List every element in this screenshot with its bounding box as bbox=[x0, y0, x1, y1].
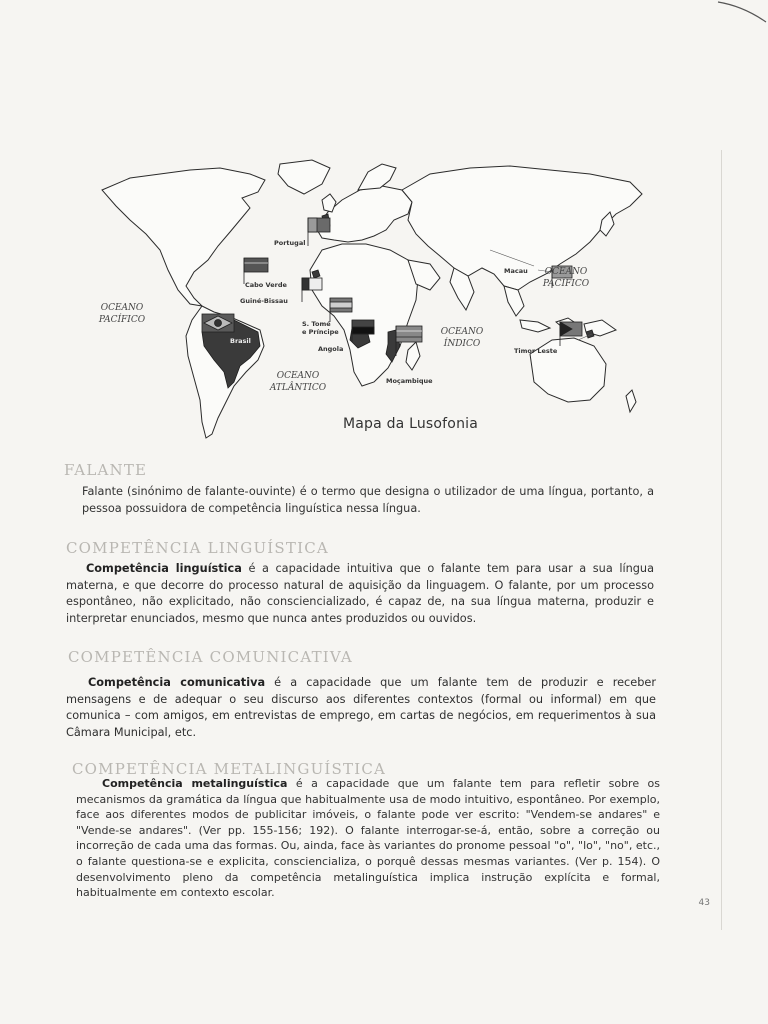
paragraph-competencia-comunicativa: Competência comunicativa é a capacidade que um falante tem de produzir e receber mensagens e de adequar o seu discurso aos diferentes contextos (formal ou informal) em que comunica – com amigos, em entrevistas de emprego, em cartas de negócios, em requerimentos à sua Câmara Municipal, etc. bbox=[66, 676, 656, 739]
label-cabo-verde: Cabo Verde bbox=[245, 281, 287, 289]
label-angola: Angola bbox=[318, 345, 344, 353]
heading-competencia-linguistica: COMPETÊNCIA LINGUÍSTICA bbox=[66, 539, 329, 557]
paragraph-falante: Falante (sinónimo de falante-ouvinte) é o termo que designa o utilizador de uma língua, portanto, a pessoa possuidora de competência linguística nessa língua. bbox=[82, 485, 654, 515]
page-fold-corner bbox=[708, 0, 768, 40]
label-s-tome: S. Tomé bbox=[302, 320, 331, 328]
label-principe: e Príncipe bbox=[302, 328, 339, 336]
heading-competencia-comunicativa: COMPETÊNCIA COMUNICATIVA bbox=[68, 648, 353, 666]
label-brasil: Brasil bbox=[230, 337, 251, 345]
term-competencia-metalinguistica: Competência metalinguística bbox=[102, 777, 288, 790]
label-mocambique: Moçambique bbox=[386, 377, 433, 385]
lusofonia-map bbox=[90, 150, 650, 450]
paragraph-competencia-linguistica: Competência linguística é a capacidade intuitiva que o falante tem para usar a sua língua materna, e que decorre do processo natural de aquisição da linguagem. O falante, por um processo espontâneo, não explicitado, não consciencializado, é capaz de, na sua língua materna, produzir e interpretar enunciados, mesmo que nunca antes produzidos ou ouvidos. bbox=[66, 562, 655, 625]
world-map-outline bbox=[90, 150, 650, 450]
label-macau: Macau bbox=[504, 267, 528, 275]
label-ocean-indian: OCEANO ÍNDICO bbox=[440, 327, 484, 349]
map-title: Mapa da Lusofonia bbox=[343, 416, 479, 432]
term-competencia-comunicativa: Competência comunicativa bbox=[88, 676, 266, 689]
label-portugal: Portugal bbox=[274, 239, 306, 247]
heading-falante: FALANTE bbox=[64, 461, 148, 479]
heading-competencia-metalinguistica: COMPETÊNCIA METALINGUÍSTICA bbox=[72, 760, 387, 778]
term-competencia-linguistica: Competência linguística bbox=[86, 562, 242, 575]
label-ocean-pacific-west: OCEANO PACÍFICO bbox=[98, 303, 146, 325]
label-guine-bissau: Guiné-Bissau bbox=[240, 297, 288, 305]
page-edge-line bbox=[721, 150, 722, 930]
paragraph-competencia-metalinguistica: Competência metalinguística é a capacidade que um falante tem para refletir sobre os mecanismos da gramática da língua que habitualmente usa de modo intuitivo, espontâneo. Por exemplo, face aos diferentes modos de publicitar imóveis, o falante pode ver escrito: "Vendem-se andares" e "Vende-se andares". (Ver pp. 155-156; 192). O falante interrogar-se-á, então, sobre a correção ou incorreção de cada uma das formas. Ou, ainda, face às variantes do pronome pessoal "o", "lo", "no", etc., o falante questiona-se e explicita, consciencializa, o porquê dessas mesmas variantes. (Ver p. 154). O desenvolvimento pleno da competência metalinguística implica instrução explícita e formal, habitualmente em contexto escolar. bbox=[76, 777, 660, 900]
label-timor-leste: Timor Leste bbox=[514, 347, 558, 355]
margin-note: 43 bbox=[698, 898, 710, 908]
label-ocean-pacific-east: OCEANO PACÍFICO bbox=[542, 267, 590, 289]
label-ocean-atlantic: OCEANO ATLÂNTICO bbox=[269, 371, 327, 393]
